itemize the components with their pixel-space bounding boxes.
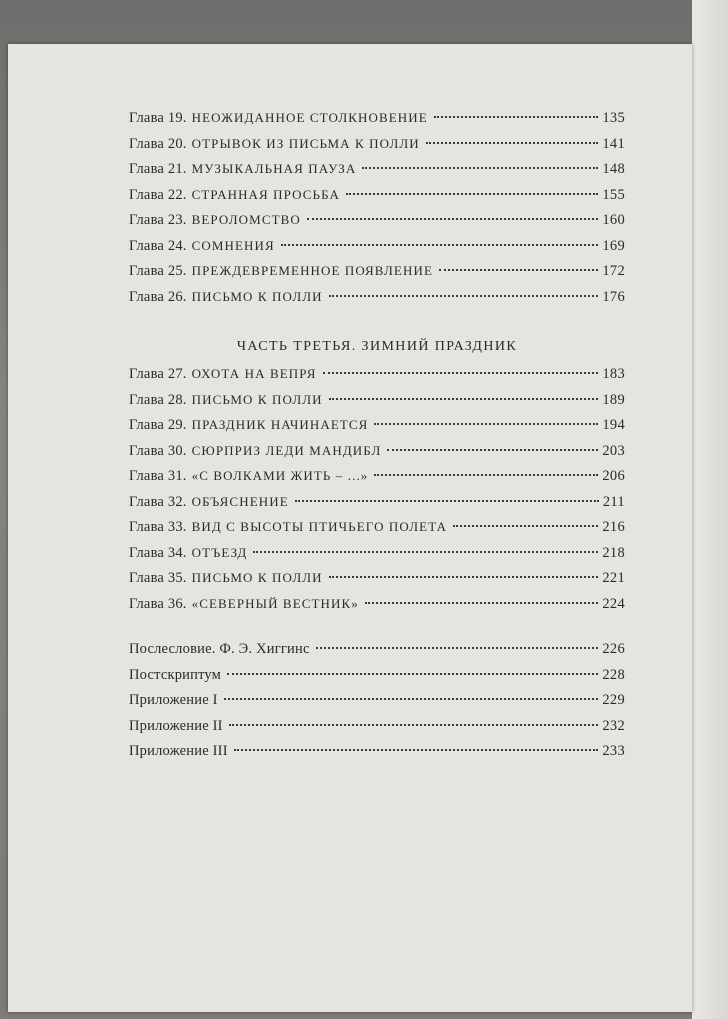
chapter-title: СОМНЕНИЯ <box>191 237 275 253</box>
dot-leader <box>329 576 599 578</box>
page-number: 183 <box>602 366 625 382</box>
toc-row[interactable] <box>129 667 625 693</box>
toc-row[interactable] <box>129 238 625 264</box>
dot-leader <box>229 724 599 726</box>
toc-row[interactable] <box>129 596 625 622</box>
chapter-title: ВЕРОЛОМСТВО <box>191 212 301 227</box>
dot-leader <box>362 167 598 169</box>
toc-row[interactable] <box>129 743 625 769</box>
dot-leader <box>374 474 598 476</box>
chapter-title: НЕОЖИДАННОЕ СТОЛКНОВЕНИЕ <box>191 110 428 125</box>
dot-leader <box>426 142 599 144</box>
page-number: 228 <box>602 666 625 683</box>
chapter-number: Глава 22. <box>129 186 187 203</box>
toc-row[interactable] <box>129 519 625 545</box>
page-number: 211 <box>602 493 625 510</box>
toc-row[interactable] <box>129 136 625 162</box>
chapter-title: ОТРЫВОК ИЗ ПИСЬМА К ПОЛЛИ <box>191 135 420 151</box>
chapter-number: Глава 28. <box>129 391 187 408</box>
table-of-contents <box>129 110 625 769</box>
entry-title: Послесловие. Ф. Э. Хиггинс <box>129 641 310 657</box>
page-number: 203 <box>602 442 625 459</box>
dot-leader <box>346 193 598 195</box>
dot-leader <box>295 500 599 502</box>
dot-leader <box>329 398 599 400</box>
chapter-title: «СЕВЕРНЫЙ ВЕСТНИК» <box>191 595 359 611</box>
page-number: 189 <box>602 391 625 408</box>
chapter-number: Глава 33. <box>129 519 187 535</box>
chapter-title: ВИД С ВЫСОТЫ ПТИЧЬЕГО ПОЛЕТА <box>191 519 448 534</box>
page-number: 226 <box>602 641 625 657</box>
page-number: 218 <box>602 544 625 561</box>
toc-row[interactable] <box>129 392 625 418</box>
toc-row[interactable] <box>129 570 625 596</box>
page-number: 172 <box>602 263 625 279</box>
chapter-title: ПИСЬМО К ПОЛЛИ <box>191 288 323 304</box>
chapter-number: Глава 30. <box>129 442 187 459</box>
chapter-title: СЮРПРИЗ ЛЕДИ МАНДИБЛ <box>191 442 382 458</box>
page-number: 206 <box>602 468 625 484</box>
part-three-heading: ЧАСТЬ ТРЕТЬЯ. ЗИМНИЙ ПРАЗДНИК <box>236 339 518 354</box>
entry-title: Приложение II <box>129 717 223 734</box>
dot-leader <box>234 749 599 751</box>
page-number: 194 <box>602 417 625 433</box>
toc-row[interactable] <box>129 263 625 289</box>
toc-row[interactable] <box>129 289 625 315</box>
chapter-number: Глава 24. <box>129 237 187 254</box>
next-page-edge <box>692 0 728 1019</box>
chapter-number: Глава 25. <box>129 263 187 279</box>
chapter-number: Глава 20. <box>129 135 187 152</box>
chapter-title: «С ВОЛКАМИ ЖИТЬ – ...» <box>191 468 369 483</box>
chapter-number: Глава 26. <box>129 288 187 305</box>
dot-leader <box>253 551 598 553</box>
chapter-number: Глава 31. <box>129 468 187 484</box>
toc-section-part-three <box>129 366 625 621</box>
chapter-title: СТРАННАЯ ПРОСЬБА <box>191 186 341 202</box>
toc-row[interactable] <box>129 692 625 718</box>
chapter-number: Глава 35. <box>129 570 187 586</box>
chapter-number: Глава 32. <box>129 493 187 510</box>
chapter-title: ОБЪЯСНЕНИЕ <box>191 493 289 509</box>
chapter-number: Глава 23. <box>129 212 187 228</box>
page-number: 216 <box>602 519 625 535</box>
entry-title: Приложение III <box>129 743 228 759</box>
chapter-number: Глава 29. <box>129 417 187 433</box>
chapter-number: Глава 19. <box>129 110 187 126</box>
toc-row[interactable] <box>129 212 625 238</box>
page-number: 221 <box>602 570 625 586</box>
chapter-title: ПИСЬМО К ПОЛЛИ <box>191 570 323 585</box>
page-number: 135 <box>602 110 625 126</box>
chapter-title: ОТЪЕЗД <box>191 544 248 560</box>
dot-leader <box>329 295 599 297</box>
entry-title: Постскриптум <box>129 666 222 683</box>
section-gap <box>129 621 625 641</box>
toc-back-matter <box>129 641 625 769</box>
dot-leader <box>365 602 598 604</box>
toc-row[interactable] <box>129 468 625 494</box>
dot-leader <box>434 116 599 118</box>
toc-row[interactable] <box>129 187 625 213</box>
page-number: 148 <box>602 161 625 177</box>
page-number: 233 <box>602 743 625 759</box>
chapter-title: ОХОТА НА ВЕПРЯ <box>191 366 317 381</box>
chapter-number: Глава 34. <box>129 544 187 561</box>
dot-leader <box>453 525 598 527</box>
chapter-title: МУЗЫКАЛЬНАЯ ПАУЗА <box>191 161 357 176</box>
entry-title: Приложение I <box>129 692 218 708</box>
book-page <box>8 44 692 1012</box>
dot-leader <box>224 698 599 700</box>
dot-leader <box>323 372 599 374</box>
toc-row[interactable] <box>129 366 625 392</box>
toc-row[interactable] <box>129 718 625 744</box>
toc-row[interactable] <box>129 417 625 443</box>
page-number: 229 <box>602 692 625 708</box>
dot-leader <box>281 244 599 246</box>
toc-row[interactable] <box>129 110 625 136</box>
page-number: 224 <box>602 595 625 612</box>
dot-leader <box>439 269 598 271</box>
chapter-title: ПРАЗДНИК НАЧИНАЕТСЯ <box>191 417 369 432</box>
toc-row[interactable] <box>129 443 625 469</box>
toc-row[interactable] <box>129 161 625 187</box>
dot-leader <box>227 673 598 675</box>
toc-row[interactable] <box>129 494 625 520</box>
toc-section-part-two <box>129 110 625 314</box>
chapter-number: Глава 21. <box>129 161 187 177</box>
page-number: 176 <box>602 288 625 305</box>
page-number: 169 <box>602 237 625 254</box>
chapter-title: ПИСЬМО К ПОЛЛИ <box>191 391 323 407</box>
chapter-title: ПРЕЖДЕВРЕМЕННОЕ ПОЯВЛЕНИЕ <box>191 263 433 278</box>
page-number: 141 <box>602 135 625 152</box>
page-number: 155 <box>602 186 625 203</box>
chapter-number: Глава 27. <box>129 366 187 382</box>
dot-leader <box>387 449 598 451</box>
dot-leader <box>374 423 598 425</box>
page-number: 160 <box>602 212 625 228</box>
dot-leader <box>316 647 599 649</box>
dot-leader <box>307 218 598 220</box>
chapter-number: Глава 36. <box>129 595 187 612</box>
toc-row[interactable] <box>129 641 625 667</box>
toc-row[interactable] <box>129 545 625 571</box>
page-number: 232 <box>602 717 625 734</box>
